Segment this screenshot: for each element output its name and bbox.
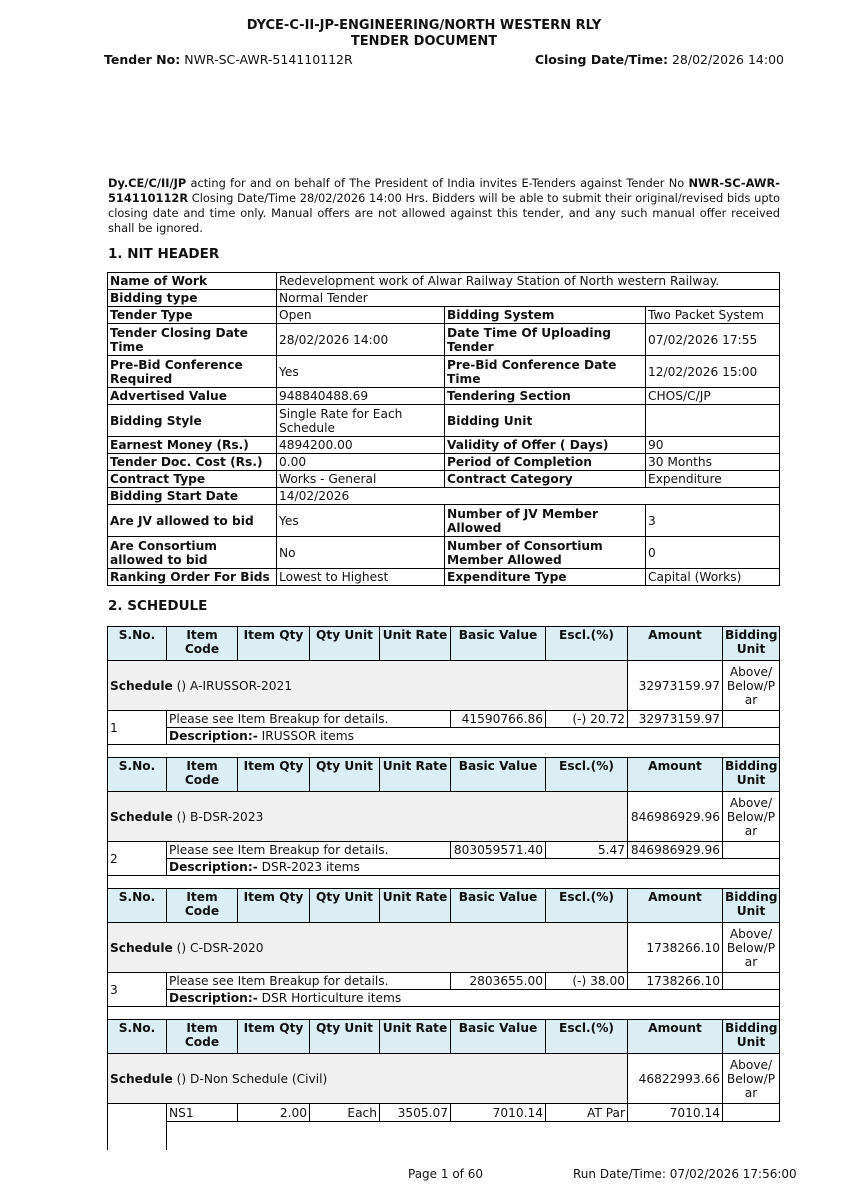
nit-row [108,454,780,471]
cell: 07/02/2026 17:55 [646,324,780,356]
run-value: 07/02/2026 17:56:00 [669,1167,797,1181]
column-header: S.No. [108,889,167,923]
description-text: IRUSSOR items [257,729,354,743]
column-header: Item Qty [238,1020,310,1054]
cell: Above/ Below/P ar [723,661,780,711]
nit-row [108,471,780,488]
cell: CHOS/C/JP [646,388,780,405]
description-label: Description:- [169,729,258,743]
nit-table [107,272,780,586]
cell: 3505.07 [380,1104,451,1122]
column-header: Amount [628,627,723,661]
nit-row [108,307,780,324]
column-header: Bidding Unit [723,1020,780,1054]
cell: Open [277,307,445,324]
spacer-row [108,876,780,889]
cell: Expenditure Type [445,569,646,586]
schedule-header-row [108,1020,780,1054]
spacer-cell [108,1007,780,1020]
intro-authority: Dy.CE/C/II/JP [108,176,187,190]
intro-text-2: Closing Date/Time 28/02/2026 14:00 Hrs. Bidders will be able to submit their original/revised bids upto closing date and time only. Manual offers are not allowed against this tender, and any such manual offer received shall be ignored. [108,191,780,235]
tender-no-value: NWR-SC-AWR-514110112R [184,52,353,67]
column-header: S.No. [108,1020,167,1054]
cell: Two Packet System [646,307,780,324]
cell: Above/ Below/P ar [723,923,780,973]
schedule-label: Schedule [110,678,173,693]
column-header: Item Code [167,627,238,661]
nit-row [108,273,780,290]
schedule-name: () C-DSR-2020 [172,940,264,955]
empty-cell [723,1104,780,1122]
cell: Are Consortium allowed to bid [108,537,277,569]
cell: Contract Category [445,471,646,488]
column-header: Basic Value [451,889,546,923]
cell: 846986929.96 [628,842,723,859]
cell: Bidding Style [108,405,277,437]
run-datetime [573,1167,797,1181]
column-header: Amount [628,758,723,792]
schedule-item-row [108,711,780,728]
schedule-name: () D-Non Schedule (Civil) [172,1071,328,1086]
column-header: Item Code [167,1020,238,1054]
cell: Capital (Works) [646,569,780,586]
intro-paragraph [108,176,780,236]
tender-header-row [104,52,784,67]
document-subtitle: TENDER DOCUMENT [350,34,498,49]
cell: NS1 [167,1104,238,1122]
schedule-summary-row [108,923,780,973]
cell: 4894200.00 [277,437,445,454]
cell: Number of JV Member Allowed [445,505,646,537]
cell: 7010.14 [451,1104,546,1122]
empty-cell [723,973,780,990]
cell: Please see Item Breakup for details. [167,973,451,990]
schedule-name: () B-DSR-2023 [172,809,264,824]
column-header: Basic Value [451,627,546,661]
schedule-table [107,626,780,1150]
cell: Please see Item Breakup for details. [167,842,451,859]
cell: (-) 38.00 [546,973,628,990]
cell: No [277,537,445,569]
document-title: DYCE-C-II-JP-ENGINEERING/NORTH WESTERN RLY [246,18,602,33]
cell: Please see Item Breakup for details. [167,711,451,728]
cell: 0 [646,537,780,569]
column-header: Basic Value [451,758,546,792]
closing-value: 28/02/2026 14:00 [671,52,784,67]
nit-row [108,569,780,586]
schedule-summary-row [108,661,780,711]
cell: Single Rate for Each Schedule [277,405,445,437]
schedule-label: Schedule [110,940,173,955]
cell: 846986929.96 [628,792,723,842]
nit-row [108,537,780,569]
column-header: Amount [628,1020,723,1054]
schedule-name-cell [108,923,628,973]
column-header: Qty Unit [310,889,380,923]
column-header: Item Qty [238,627,310,661]
run-label: Run Date/Time: [573,1167,666,1181]
schedule-name: () A-IRUSSOR-2021 [172,678,292,693]
schedule-name-cell [108,1054,628,1104]
nit-row [108,356,780,388]
cell: 1738266.10 [628,973,723,990]
item-sno: 2 [108,842,167,876]
schedule-item-row [108,1104,780,1122]
cell: 41590766.86 [451,711,546,728]
description-text: DSR-2023 items [257,860,360,874]
cell: 90 [646,437,780,454]
schedule-desc-row [108,990,780,1007]
cell: 30 Months [646,454,780,471]
schedule-item-row [108,973,780,990]
schedule-summary-row [108,1054,780,1104]
cell: Yes [277,505,445,537]
column-header: Bidding Unit [723,758,780,792]
cell: 3 [646,505,780,537]
cell: 803059571.40 [451,842,546,859]
cell: Name of Work [108,273,277,290]
description-text: DSR Horticulture items [257,991,402,1005]
column-header: S.No. [108,627,167,661]
cell: Are JV allowed to bid [108,505,277,537]
description-cell [167,990,780,1007]
spacer-cell [108,876,780,889]
column-header: Unit Rate [380,627,451,661]
cell: 7010.14 [628,1104,723,1122]
cell: Tendering Section [445,388,646,405]
cell: Works - General [277,471,445,488]
cell: Bidding Unit [445,405,646,437]
cell: AT Par [546,1104,628,1122]
nit-row [108,290,780,307]
schedule-summary-row [108,792,780,842]
column-header: Item Qty [238,758,310,792]
cell: Redevelopment work of Alwar Railway Station of North western Railway. [277,273,780,290]
cell: 12/02/2026 15:00 [646,356,780,388]
description-cell [167,728,780,745]
spacer-cell [108,745,780,758]
cell: Earnest Money (Rs.) [108,437,277,454]
item-sno: 3 [108,973,167,1007]
cell: 46822993.66 [628,1054,723,1104]
cell: 32973159.97 [628,661,723,711]
nit-row [108,437,780,454]
cell: Expenditure [646,471,780,488]
cell: Pre-Bid Conference Required [108,356,277,388]
nit-heading: 1. NIT HEADER [108,246,220,262]
schedule-name-cell [108,661,628,711]
column-header: Basic Value [451,1020,546,1054]
column-header: Escl.(%) [546,889,628,923]
cell: (-) 20.72 [546,711,628,728]
cell: 28/02/2026 14:00 [277,324,445,356]
column-header: Item Qty [238,889,310,923]
cell: Tender Closing Date Time [108,324,277,356]
column-header: Unit Rate [380,1020,451,1054]
cell: 14/02/2026 [277,488,780,505]
spacer-row [108,745,780,758]
cell: Above/ Below/P ar [723,1054,780,1104]
column-header: Qty Unit [310,627,380,661]
schedule-desc-row [108,728,780,745]
intro-text-1: acting for and on behalf of The President of India invites E-Tenders against Tender No [186,176,689,190]
cell: Bidding System [445,307,646,324]
nit-row [108,505,780,537]
cell: Ranking Order For Bids [108,569,277,586]
empty-cell [723,842,780,859]
closing-label: Closing Date/Time: [534,52,668,67]
cell: Advertised Value [108,388,277,405]
cell: Bidding Start Date [108,488,277,505]
nit-row [108,405,780,437]
nit-row [108,388,780,405]
cell: Above/ Below/P ar [723,792,780,842]
schedule-item-row [108,842,780,859]
schedule-heading: 2. SCHEDULE [108,598,208,614]
item-sno: 1 [108,711,167,745]
intro-tender-no: NWR-SC-AWR-514110112R [108,176,780,205]
column-header: Unit Rate [380,758,451,792]
tender-no [104,52,353,67]
description-label: Description:- [169,860,258,874]
column-header: Bidding Unit [723,627,780,661]
cell [646,405,780,437]
schedule-blank-row [108,1122,780,1150]
cell: 2.00 [238,1104,310,1122]
column-header: Escl.(%) [546,627,628,661]
cell: Date Time Of Uploading Tender [445,324,646,356]
column-header: S.No. [108,758,167,792]
schedule-desc-row [108,859,780,876]
cell: Lowest to Highest [277,569,445,586]
nit-row [108,488,780,505]
empty-cell [108,1104,167,1150]
cell: 2803655.00 [451,973,546,990]
cell: 5.47 [546,842,628,859]
column-header: Amount [628,889,723,923]
cell: Each [310,1104,380,1122]
cell: Pre-Bid Conference Date Time [445,356,646,388]
cell: Bidding type [108,290,277,307]
closing-date [535,52,784,67]
cell: 1738266.10 [628,923,723,973]
schedule-header-row [108,758,780,792]
nit-row [108,324,780,356]
column-header: Unit Rate [380,889,451,923]
column-header: Escl.(%) [546,758,628,792]
cell: Normal Tender [277,290,780,307]
cell: Yes [277,356,445,388]
cell: Validity of Offer ( Days) [445,437,646,454]
column-header: Qty Unit [310,758,380,792]
cell: Period of Completion [445,454,646,471]
cell: Number of Consortium Member Allowed [445,537,646,569]
cell: Tender Doc. Cost (Rs.) [108,454,277,471]
schedule-label: Schedule [110,1071,173,1086]
description-label: Description:- [169,991,258,1005]
schedule-header-row [108,627,780,661]
cell: 32973159.97 [628,711,723,728]
column-header: Item Code [167,758,238,792]
schedule-name-cell [108,792,628,842]
column-header: Item Code [167,889,238,923]
cell: Tender Type [108,307,277,324]
cell: Contract Type [108,471,277,488]
schedule-header-row [108,889,780,923]
empty-cell [167,1122,780,1150]
spacer-row [108,1007,780,1020]
schedule-label: Schedule [110,809,173,824]
tender-no-label: Tender No: [104,52,181,67]
column-header: Bidding Unit [723,889,780,923]
cell: 948840488.69 [277,388,445,405]
page-number: Page 1 of 60 [408,1167,483,1181]
description-cell [167,859,780,876]
empty-cell [723,711,780,728]
column-header: Escl.(%) [546,1020,628,1054]
cell: 0.00 [277,454,445,471]
column-header: Qty Unit [310,1020,380,1054]
